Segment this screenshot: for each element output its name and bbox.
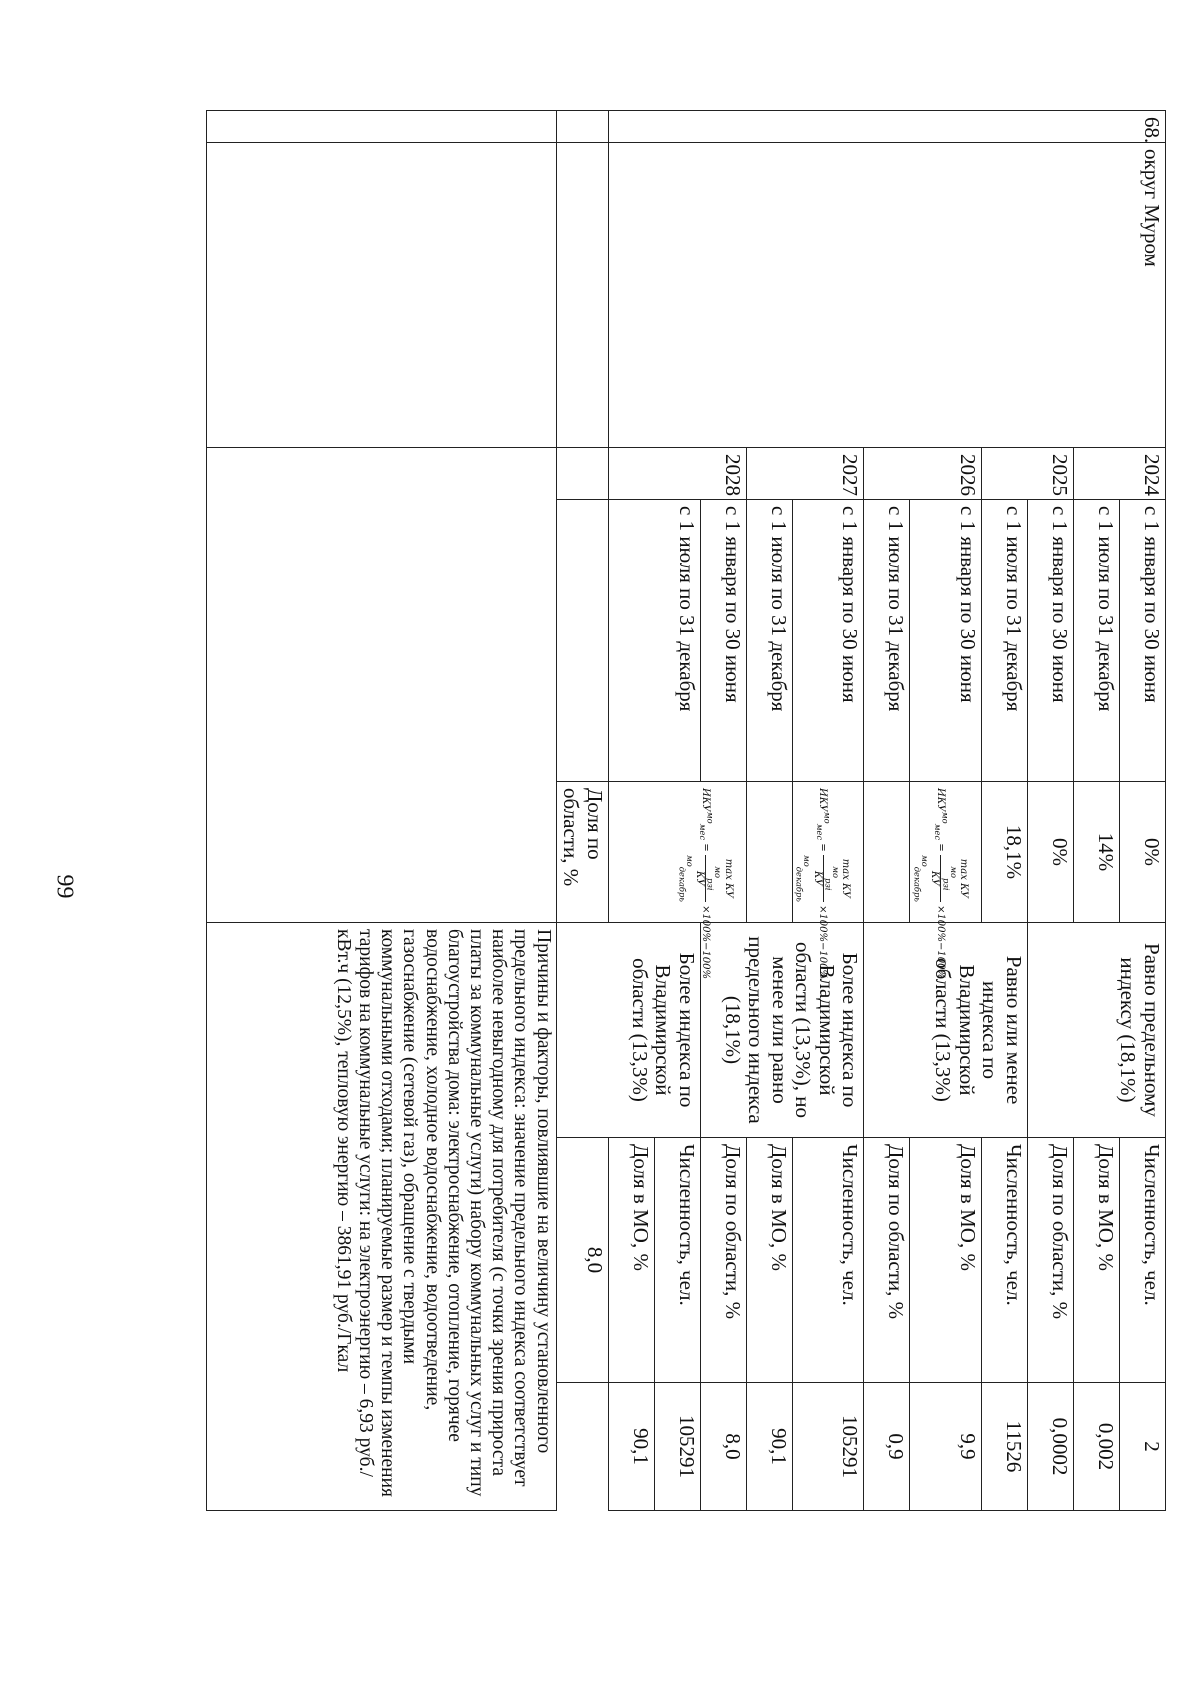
index-formula [608, 782, 746, 979]
period-label: с 1 июля по 31 декабря [746, 500, 792, 782]
period-label: с 1 января по 30 июня [700, 500, 746, 782]
formula-expression: $ИКУ^{мо}_{мес}$ = max КУ $^{мо}_{рзi}$ КУ $^{мо}_{декабрь}$ ×100%−100% [795, 788, 852, 979]
year-cell: 2024 [1074, 448, 1166, 500]
year-cell: 2026 [864, 448, 982, 500]
metric-value: 9,9 [910, 1383, 982, 1511]
table-row [556, 111, 608, 1511]
period-label: с 1 июля по 31 декабря [608, 500, 700, 782]
period-label: с 1 января по 30 июня [1028, 500, 1074, 782]
metric-value: 0,9 [864, 1383, 910, 1511]
condition-cell: Равно или менее индекса по Владимирской области (13,3%) [864, 923, 1028, 1138]
index-value: 0% [1028, 782, 1074, 923]
empty-cell [206, 111, 556, 143]
metric-label: Численность, чел. [1120, 1138, 1166, 1383]
empty-cell [206, 448, 556, 923]
metric-label: Доля по области, % [1028, 1138, 1074, 1383]
empty-cell [556, 448, 608, 500]
metric-label: Численность, чел. [654, 1138, 700, 1383]
index-formula [792, 782, 864, 979]
row-number: 68. [608, 111, 1165, 143]
metric-label: Доля в МО, % [746, 1138, 792, 1383]
index-value: 0% [1120, 782, 1166, 923]
period-label: с 1 июля по 31 декабря [1074, 500, 1120, 782]
metric-label: Доля в МО, % [1074, 1138, 1120, 1383]
period-label: с 1 января по 30 июня [792, 500, 864, 782]
reasons-text: Причины и факторы, повлиявшие на величину установленного предельного индекса: значение предельного индекса соответствует наиболее невыгодному для потребителя (с точки зрения прироста платы за коммунальные услуги) набору коммунальных услуг и типу благоустройства дома: электроснабжение, отопление, горячее водоснабжение, холодное водоснабжение, водоотведение, газоснабжение (сетевой газ), обращение с твердыми коммунальными отходами; планируемые размер и темпы изменения тарифов на коммунальные услуги: на электроэнергию – 6,93 руб./кВт.ч (12,5%), тепловую энергию – 3861,91 руб./Гкал [206, 923, 556, 1511]
empty-cell [206, 143, 556, 448]
formula-expression: $ИКУ^{мо}_{мес}$ = max КУ $^{мо}_{рзi}$ КУ $^{мо}_{декабрь}$ ×100%−100% [677, 788, 734, 979]
metric-label: Доля в МО, % [910, 1138, 982, 1383]
metric-label: Доля в МО, % [608, 1138, 654, 1383]
empty-cell [556, 500, 608, 782]
table-row [206, 111, 556, 1511]
page-number: 99 [51, 874, 78, 899]
metric-value: 90,1 [608, 1383, 654, 1511]
period-label: с 1 июля по 31 декабря [864, 500, 910, 782]
empty-cell [556, 111, 608, 143]
condition-cell: Более индекса по Владимирской области (13,3%) [556, 923, 700, 1138]
metric-label: Доля по области, % [864, 1138, 910, 1383]
formula-expression: $ИКУ^{мо}_{мес}$ = max КУ $^{мо}_{рзi}$ КУ $^{мо}_{декабрь}$ ×100%−100% [912, 788, 969, 979]
index-value: 14% [1074, 782, 1120, 923]
metric-value: 0,0002 [1028, 1383, 1074, 1511]
index-value [746, 782, 792, 923]
metric-value: 90,1 [746, 1383, 792, 1511]
empty-cell [556, 143, 608, 448]
index-table [206, 110, 1166, 1511]
metric-label: Численность, чел. [792, 1138, 864, 1383]
metric-value: 105291 [792, 1383, 864, 1511]
index-value: 18,1% [982, 782, 1028, 923]
metric-value: 8,0 [700, 1383, 746, 1511]
metric-label: Доля по области, % [556, 782, 608, 923]
table-row [1120, 111, 1166, 1511]
metric-label: Численность, чел. [982, 1138, 1028, 1383]
index-value [864, 782, 910, 923]
year-cell: 2027 [746, 448, 864, 500]
metric-value: 105291 [654, 1383, 700, 1511]
period-label: с 1 июля по 31 декабря [982, 500, 1028, 782]
period-label: с 1 января по 30 июня [910, 500, 982, 782]
metric-label: Доля по области, % [700, 1138, 746, 1383]
metric-value: 2 [1120, 1383, 1166, 1511]
year-cell: 2025 [982, 448, 1074, 500]
metric-value: 11526 [982, 1383, 1028, 1511]
metric-value: 8,0 [556, 1138, 608, 1383]
municipality-name: округ Муром [608, 143, 1165, 448]
condition-cell: Равно предельному индексу (18,1%) [1028, 923, 1166, 1138]
condition-cell: Более индекса по Владимирской области (13,3%), но менее или равно предельного индекса (18,1%) [700, 923, 864, 1138]
metric-value: 0,002 [1074, 1383, 1120, 1511]
period-label: с 1 января по 30 июня [1120, 500, 1166, 782]
year-cell: 2028 [608, 448, 746, 500]
index-formula [910, 782, 982, 979]
